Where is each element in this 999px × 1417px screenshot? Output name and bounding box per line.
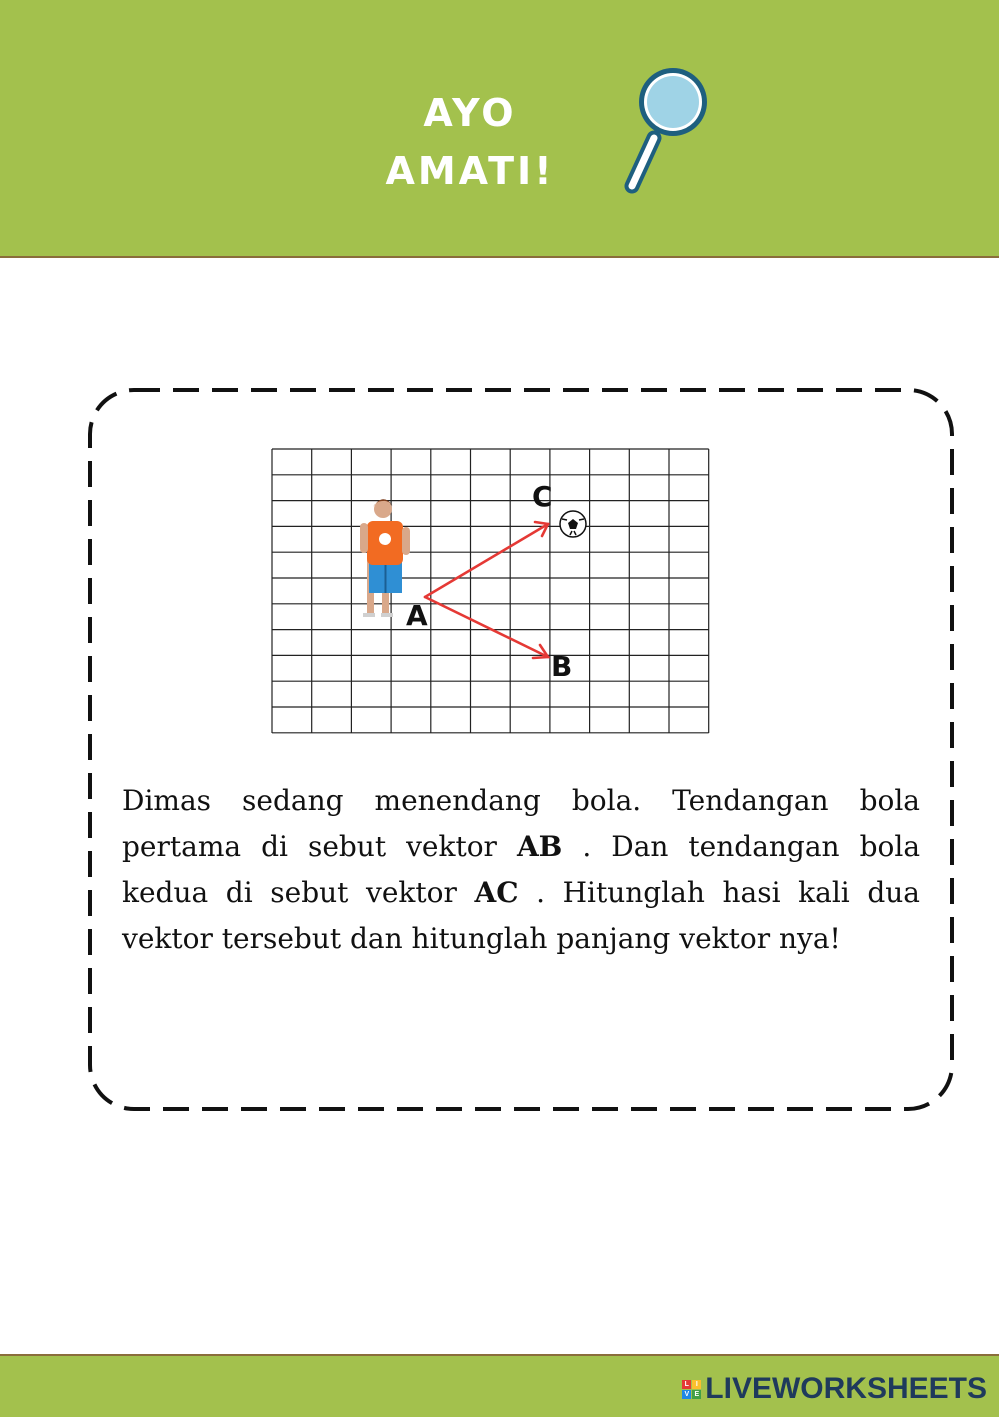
soccer-ball-icon xyxy=(560,511,586,537)
page-title xyxy=(350,84,590,200)
vector-ac xyxy=(425,524,548,597)
problem-part-1: Dimas sedang menendang bola. Tendangan bola pertama di sebut vektor xyxy=(122,784,920,863)
logo-letter: I xyxy=(692,1380,701,1389)
problem-text xyxy=(122,778,920,962)
header-banner xyxy=(0,0,999,258)
vector-arrows xyxy=(425,522,548,658)
brand-name: LIVEWORKSHEETS xyxy=(705,1372,987,1405)
logo-letter: L xyxy=(682,1380,691,1389)
liveworksheets-logo-icon xyxy=(682,1380,701,1399)
grid-lines xyxy=(272,449,709,733)
title-line-1: AYO xyxy=(423,91,517,135)
magnifier-icon xyxy=(618,62,718,197)
problem-part-2: . Dan tendangan bola kedua di sebut vektor xyxy=(122,830,921,909)
label-a: A xyxy=(406,599,428,632)
logo-letter: E xyxy=(692,1390,701,1399)
vector-ac-label: AC xyxy=(474,876,519,909)
logo-letter: V xyxy=(682,1390,691,1399)
brand xyxy=(682,1372,987,1406)
vector-ab xyxy=(425,597,548,657)
problem-part-3: . Hitunglah hasi kali dua vektor tersebut dan hitunglah panjang vektor nya! xyxy=(122,876,920,955)
label-b: B xyxy=(551,650,573,683)
vector-grid-figure xyxy=(270,447,712,737)
title-line-2: AMATI! xyxy=(385,149,555,193)
vector-ab-label: AB xyxy=(516,830,563,863)
label-c: C xyxy=(532,480,553,513)
boy-illustration xyxy=(360,499,410,617)
footer-banner xyxy=(0,1354,999,1417)
